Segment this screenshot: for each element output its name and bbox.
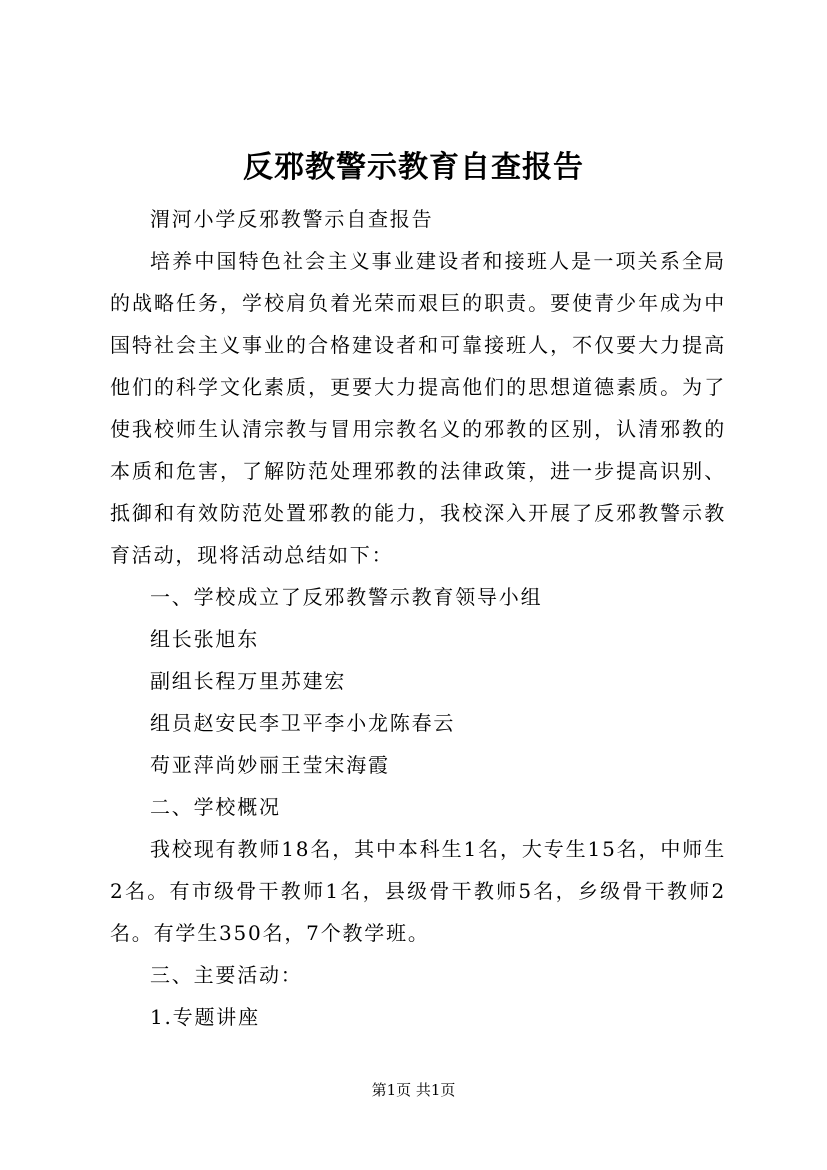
paragraph-item-1: 1.专题讲座 bbox=[150, 1005, 260, 1029]
paragraph-group-leader: 组长张旭东 bbox=[150, 627, 259, 651]
paragraph-deputy-leaders: 副组长程万里苏建宏 bbox=[150, 669, 347, 693]
paragraph-section-3-heading: 三、主要活动： bbox=[150, 963, 303, 987]
paragraph-introduction: 培养中国特色社会主义事业建设者和接班人是一项关系全局的战略任务，学校肩负着光荣而艰巨的职责。要使青少年成为中国特社会主义事业的合格建设者和可靠接班人，不仅要大力提高他们的科学文化素质，更要大力提高他们的思想道德素质。为了使我校师生认清宗教与冒用宗教名义的邪教的区别，认清邪教的本质和危害，了解防范处理邪教的法律政策，进一步提高识别、抵御和有效防范处置邪教的能力，我校深入开展了反邪教警示教育活动，现将活动总结如下： bbox=[110, 249, 726, 567]
page-number-footer: 第1页 共1页 bbox=[371, 1081, 456, 1099]
paragraph-subtitle: 渭河小学反邪教警示自查报告 bbox=[150, 207, 434, 231]
paragraph-school-overview: 我校现有教师18名，其中本科生1名，大专生15名，中师生2名。有市级骨干教师1名，县级骨干教师5名，乡级骨干教师2名。有学生350名，7个教学班。 bbox=[110, 837, 726, 945]
paragraph-members: 组员赵安民李卫平李小龙陈春云 bbox=[150, 711, 456, 735]
document-body bbox=[110, 198, 726, 1038]
paragraph-section-1-heading: 一、学校成立了反邪教警示教育领导小组 bbox=[150, 585, 543, 609]
document-title: 反邪教警示教育自查报告 bbox=[243, 150, 584, 185]
paragraph-section-2-heading: 二、学校概况 bbox=[150, 795, 281, 819]
paragraph-members-continued: 苟亚萍尚妙丽王莹宋海霞 bbox=[150, 753, 390, 777]
